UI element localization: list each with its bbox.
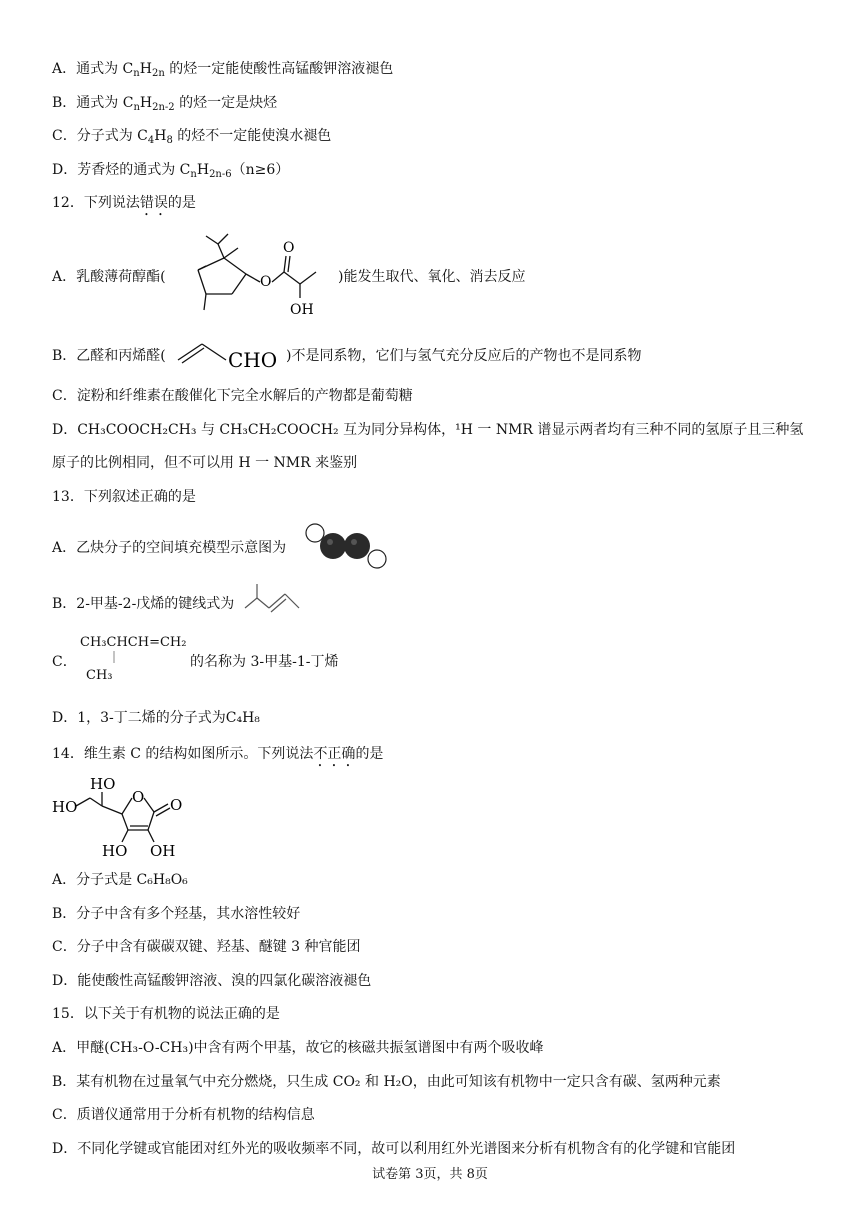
menthyl-lactate-structure — [176, 228, 338, 320]
q13-option-c-formula-bottom: CH₃ — [86, 668, 113, 683]
q14-option-c: C．分子中含有碳碳双键、羟基、醚键 3 种官能团 — [52, 939, 361, 955]
q15-stem: 15．以下关于有机物的说法正确的是 — [52, 1006, 280, 1022]
q15-option-c: C．质谱仪通常用于分析有机物的结构信息 — [52, 1107, 315, 1123]
aldehyde-group-label: CHO — [228, 348, 278, 370]
q14-stem: 14．维生素 C 的结构如图所示。下列说法不正确的是 — [52, 746, 384, 762]
page-footer: 试卷第 3页，共 8页 — [372, 1167, 488, 1182]
q13-option-c-formula-top: CH₃CHCH=CH₂ — [80, 635, 187, 650]
q12-stem: 12．下列说法错误的是 — [52, 195, 196, 211]
q12-option-b-suffix: )不是同系物，它们与氢气充分反应后的产物也不是同系物 — [286, 348, 642, 364]
hydroxyl-label: OH — [290, 302, 314, 318]
q15-option-a: A．甲醚(CH₃-O-CH₃)中含有两个甲基，故它的核磁共振氢谱图中有两个吸收峰 — [52, 1040, 544, 1056]
vc-top-hydroxyl-label: HO — [90, 775, 116, 793]
vc-keto-oxygen-label: O — [170, 796, 183, 814]
vc-enol-hydroxyl-2-label: OH — [150, 842, 176, 860]
q12-option-b-prefix: B．乙醛和丙烯醛( — [52, 348, 166, 364]
q12-option-d-line2: 原子的比例相同，但不可以用 H 一 NMR 来鉴别 — [52, 455, 358, 471]
q13-option-c-suffix: 的名称为 3-甲基-1-丁烯 — [190, 654, 339, 670]
2-methyl-2-pentene-skeletal — [243, 580, 303, 624]
q11-option-c: C．分子式为 $C_4H_8$ 的烃不一定能使溴水褪色 — [52, 128, 332, 146]
q12-option-d-line1: D．CH₃COOCH₂CH₃ 与 CH₃CH₂COOCH₂ 互为同分异构体，¹H 一 NMR 谱显示两者均有三种不同的氢原子且三种氢 — [52, 422, 804, 438]
vc-left-hydroxyl-label: HO — [52, 798, 78, 816]
q12-option-a-prefix: A．乳酸薄荷醇酯( — [52, 269, 166, 285]
q12-option-a-suffix: )能发生取代、氧化、消去反应 — [338, 269, 526, 285]
q12-option-c: C．淀粉和纤维素在酸催化下完全水解后的产物都是葡萄糖 — [52, 388, 413, 404]
q15-option-d: D．不同化学键或官能团对红外光的吸收频率不同，故可以利用红外光谱图来分析有机物含有的化学键和官能团 — [52, 1141, 736, 1157]
vitamin-c-structure — [50, 772, 190, 860]
q13-option-c-label: C． — [52, 654, 77, 670]
q14-option-b: B．分子中含有多个羟基，其水溶性较好 — [52, 906, 301, 922]
branch-bond — [112, 651, 116, 665]
ester-oxygen-label: O — [260, 274, 272, 290]
vc-ring-oxygen-label: O — [132, 788, 145, 806]
q13-option-a: A．乙炔分子的空间填充模型示意图为 — [52, 540, 287, 556]
vc-enol-hydroxyl-1-label: HO — [102, 842, 128, 860]
acetylene-space-filling-model — [303, 522, 389, 570]
q14-option-a: A．分子式是 C₆H₈O₆ — [52, 872, 188, 888]
carbonyl-oxygen-label: O — [283, 240, 295, 256]
q14-option-d: D．能使酸性高锰酸钾溶液、溴的四氯化碳溶液褪色 — [52, 973, 372, 989]
q13-option-b: B．2-甲基-2-戊烯的键线式为 — [52, 596, 235, 612]
q13-stem: 13．下列叙述正确的是 — [52, 489, 196, 505]
q11-option-a: A．通式为 $C_nH_{2n}$ 的烃一定能使酸性高锰酸钾溶液褪色 — [52, 61, 394, 79]
acrolein-structure — [172, 338, 284, 370]
q11-option-d: D．芳香烃的通式为 $C_nH_{2n-6}(n\ge 6)$ — [52, 162, 290, 180]
q11-option-b: B．通式为 $C_nH_{2n-2}$ 的烃一定是炔烃 — [52, 95, 278, 113]
q13-option-d: D．1，3-丁二烯的分子式为C₄H₈ — [52, 710, 260, 726]
q15-option-b: B．某有机物在过量氧气中充分燃烧，只生成 CO₂ 和 H₂O，由此可知该有机物中一定只含有碳、氢两种元素 — [52, 1074, 721, 1090]
